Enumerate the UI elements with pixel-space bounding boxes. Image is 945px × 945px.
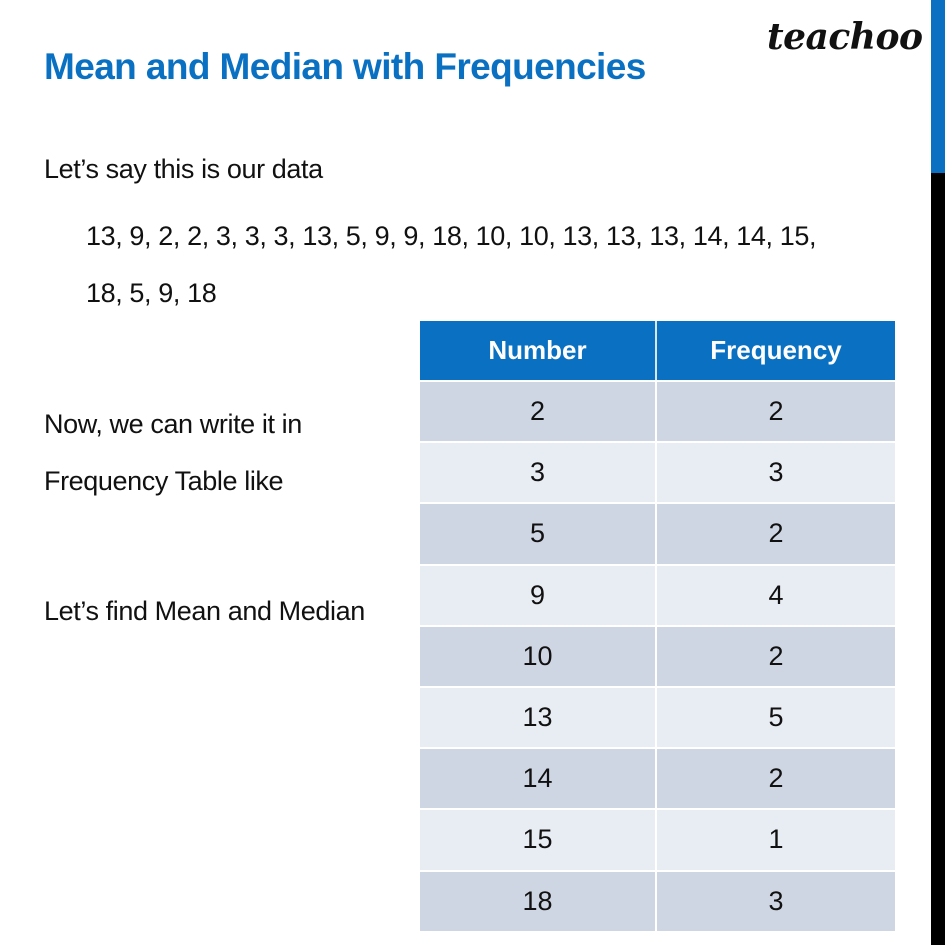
number-cell: 3 xyxy=(420,443,657,502)
task-text: Let’s find Mean and Median xyxy=(44,596,365,626)
number-cell: 2 xyxy=(420,382,657,441)
data-line-1: 13, 9, 2, 2, 3, 3, 3, 13, 5, 9, 9, 18, 10, 10, 13, 13, 13, 14, 14, 15, xyxy=(86,221,817,251)
side-accent-bar-black xyxy=(931,173,945,945)
teachoo-logo: teachoo xyxy=(767,16,923,58)
table-row xyxy=(420,566,895,627)
column-header-number: Number xyxy=(420,321,657,380)
intro-text: Let’s say this is our data xyxy=(44,154,323,184)
table-row xyxy=(420,872,895,933)
number-cell: 14 xyxy=(420,749,657,808)
frequency-cell: 3 xyxy=(768,457,784,488)
number-cell: 5 xyxy=(420,504,657,563)
frequency-cell: 1 xyxy=(768,824,784,855)
note-line-1: Now, we can write it in xyxy=(44,409,302,439)
number-cell: 9 xyxy=(420,566,657,625)
frequency-cell: 2 xyxy=(768,396,784,427)
data-line-2: 18, 5, 9, 18 xyxy=(86,278,217,308)
table-row xyxy=(420,504,895,565)
frequency-cell: 2 xyxy=(768,763,784,794)
note-line-2: Frequency Table like xyxy=(44,466,284,496)
frequency-table xyxy=(420,321,895,933)
table-row xyxy=(420,810,895,871)
table-row xyxy=(420,382,895,443)
table-row xyxy=(420,443,895,504)
frequency-cell: 2 xyxy=(768,640,784,671)
table-row xyxy=(420,688,895,749)
frequency-cell: 5 xyxy=(768,702,784,733)
frequency-cell: 4 xyxy=(768,579,784,610)
side-accent-bar-blue xyxy=(931,0,945,173)
table-row xyxy=(420,749,895,810)
table-header-row xyxy=(420,321,895,382)
number-cell: 15 xyxy=(420,810,657,869)
number-cell: 10 xyxy=(420,627,657,686)
frequency-cell: 3 xyxy=(768,885,784,916)
page-title: Mean and Median with Frequencies xyxy=(44,46,646,87)
number-cell: 13 xyxy=(420,688,657,747)
table-row xyxy=(420,627,895,688)
frequency-cell: 2 xyxy=(768,518,784,549)
column-header-frequency: Frequency xyxy=(710,335,842,365)
number-cell: 18 xyxy=(420,872,657,931)
